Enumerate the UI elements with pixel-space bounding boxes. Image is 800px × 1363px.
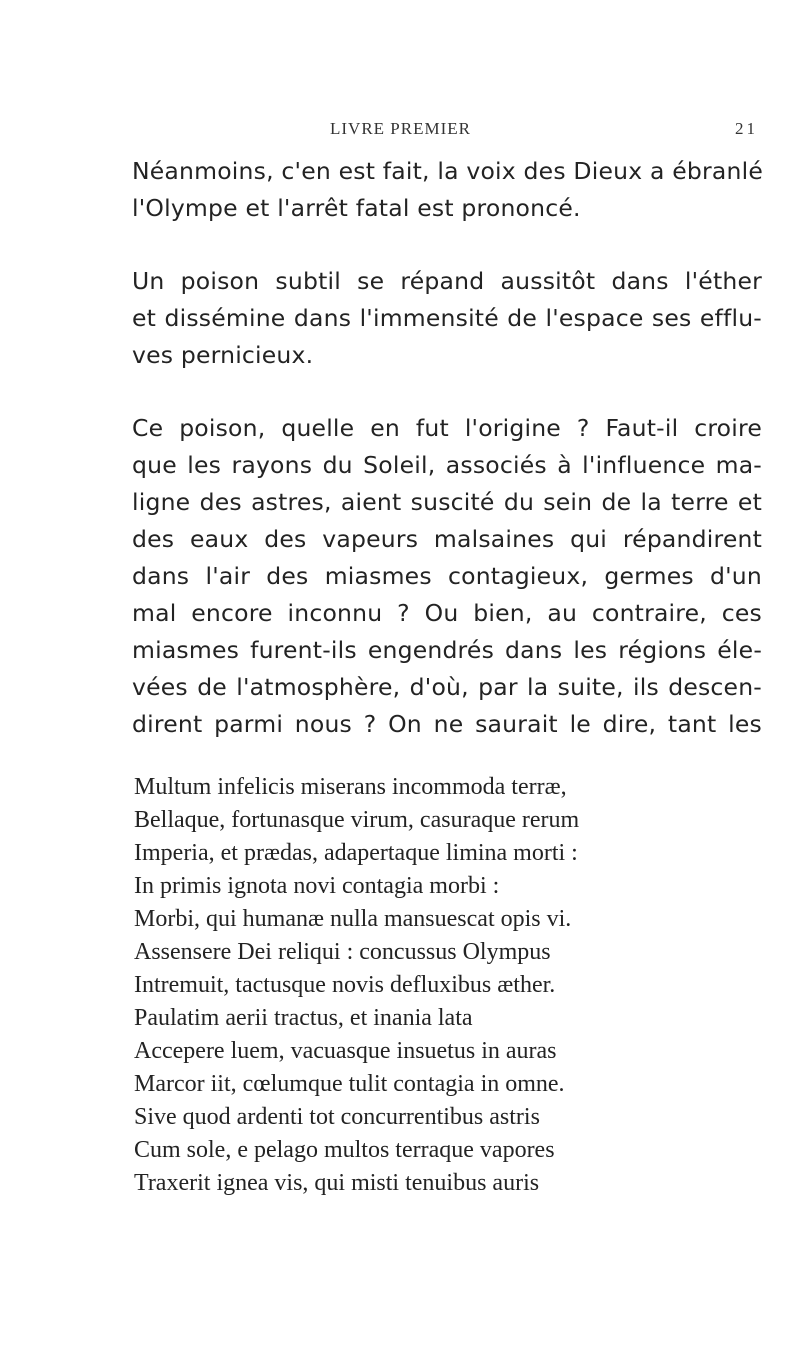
paragraph <box>132 263 762 374</box>
text-line: l'Olympe et l'arrêt fatal est prononcé. <box>132 194 581 222</box>
text-line: vées de l'atmosphère, d'où, par la suite, ils descen- <box>132 673 762 701</box>
french-prose <box>132 153 762 779</box>
verse-line: In primis ignota novi contagia morbi : <box>134 873 500 899</box>
text-line: Néanmoins, c'en est fait, la voix des Dieux a ébranlé <box>132 157 763 185</box>
verse-line: Morbi, qui humanæ nulla mansuescat opis vi. <box>134 906 572 932</box>
verse-line: Bellaque, fortunasque virum, casuraque rerum <box>134 807 580 833</box>
text-line: mal encore inconnu ? Ou bien, au contraire, ces <box>132 599 762 627</box>
page-number: 21 <box>735 119 758 138</box>
paragraph <box>132 153 762 227</box>
verse-line: Multum infelicis miserans incommoda terræ, <box>134 774 567 800</box>
verse-line: Traxerit ignea vis, qui misti tenuibus auris <box>134 1170 540 1196</box>
verse-line: Sive quod ardenti tot concurrentibus astris <box>134 1104 540 1130</box>
verse-line: Assensere Dei reliqui : concussus Olympus <box>134 939 551 965</box>
text-line: dans l'air des miasmes contagieux, germes d'un <box>132 562 762 590</box>
verse-line: Accepere luem, vacuasque insuetus in auras <box>134 1038 557 1064</box>
text-line: Un poison subtil se répand aussitôt dans l'éther <box>132 267 762 295</box>
verse-line: Cum sole, e pelago multos terraque vapores <box>134 1137 555 1163</box>
text-line: dirent parmi nous ? On ne saurait le dire, tant les <box>132 710 762 738</box>
text-line: Ce poison, quelle en fut l'origine ? Faut-il croire <box>132 414 762 442</box>
latin-verse <box>134 771 774 1200</box>
text-line: et dissémine dans l'immensité de l'espace ses efflu- <box>132 304 762 332</box>
verse-line: Marcor iit, cœlumque tulit contagia in omne. <box>134 1071 565 1097</box>
verse-line: Paulatim aerii tractus, et inania lata <box>134 1005 473 1031</box>
text-line: ligne des astres, aient suscité du sein de la terre et <box>132 488 762 516</box>
verse-line: Imperia, et prædas, adapertaque limina morti : <box>134 840 578 866</box>
text-line: des eaux des vapeurs malsaines qui répandirent <box>132 525 762 553</box>
running-head <box>132 119 758 141</box>
text-line: que les rayons du Soleil, associés à l'influence ma- <box>132 451 762 479</box>
paragraph <box>132 410 762 743</box>
text-line: ves pernicieux. <box>132 341 314 369</box>
running-title: LIVRE PREMIER <box>330 119 471 138</box>
text-line: miasmes furent-ils engendrés dans les régions éle- <box>132 636 762 664</box>
verse-line: Intremuit, tactusque novis defluxibus æther. <box>134 972 556 998</box>
